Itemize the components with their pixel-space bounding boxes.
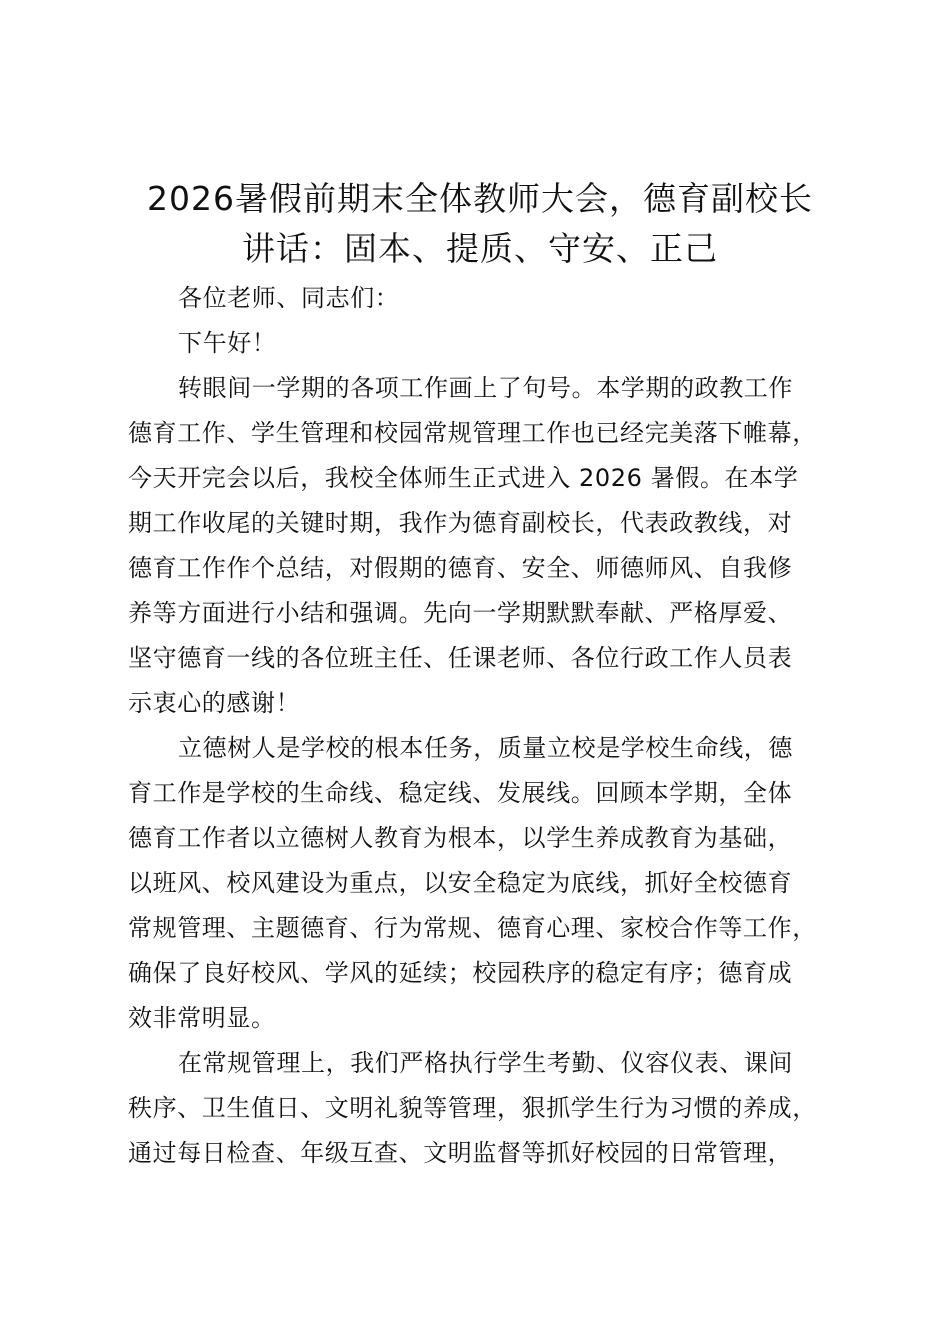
body-line: 以班风、校风建设为重点，以安全稳定为底线，抓好全校德育 [128, 869, 793, 897]
body-line: 在常规管理上，我们严格执行学生考勤、仪容仪表、课间 [178, 1049, 793, 1077]
body-line: 今天开完会以后，我校全体师生正式进入 2026 暑假。在本学 [128, 464, 799, 492]
body-line: 德育工作作个总结，对假期的德育、安全、师德师风、自我修 [128, 554, 793, 582]
body-line: 养等方面进行小结和强调。先向一学期默默奉献、严格厚爱、 [128, 599, 793, 627]
body-line: 转眼间一学期的各项工作画上了句号。本学期的政教工作 [178, 374, 793, 402]
body-line: 效非常明显。 [128, 1004, 276, 1032]
body-line: 示衷心的感谢！ [128, 689, 301, 717]
document-title-line-1: 2026暑假前期末全体教师大会，德育副校长 [147, 179, 813, 218]
body-line: 育工作是学校的生命线、稳定线、发展线。回顾本学期，全体 [128, 779, 793, 807]
body-line: 立德树人是学校的根本任务，质量立校是学校生命线，德 [178, 734, 793, 762]
body-line: 通过每日检查、年级互查、文明监督等抓好校园的日常管理， [128, 1139, 793, 1167]
body-line: 德育工作、学生管理和校园常规管理工作也已经完美落下帷幕， [128, 419, 817, 447]
body-line: 坚守德育一线的各位班主任、任课老师、各位行政工作人员表 [128, 644, 793, 672]
body-line: 确保了良好校风、学风的延续；校园秩序的稳定有序；德育成 [128, 959, 793, 987]
greeting: 下午好！ [178, 329, 277, 357]
body-line: 德育工作者以立德树人教育为根本，以学生养成教育为基础， [128, 824, 793, 852]
body-line: 常规管理、主题德育、行为常规、德育心理、家校合作等工作， [128, 914, 817, 942]
document-title-line-2: 讲话：固本、提质、守安、正己 [242, 229, 718, 268]
salutation: 各位老师、同志们： [178, 284, 400, 312]
body-line: 期工作收尾的关键时期，我作为德育副校长，代表政教线，对 [128, 509, 793, 537]
body-line: 秩序、卫生值日、文明礼貌等管理，狠抓学生行为习惯的养成， [128, 1094, 817, 1122]
